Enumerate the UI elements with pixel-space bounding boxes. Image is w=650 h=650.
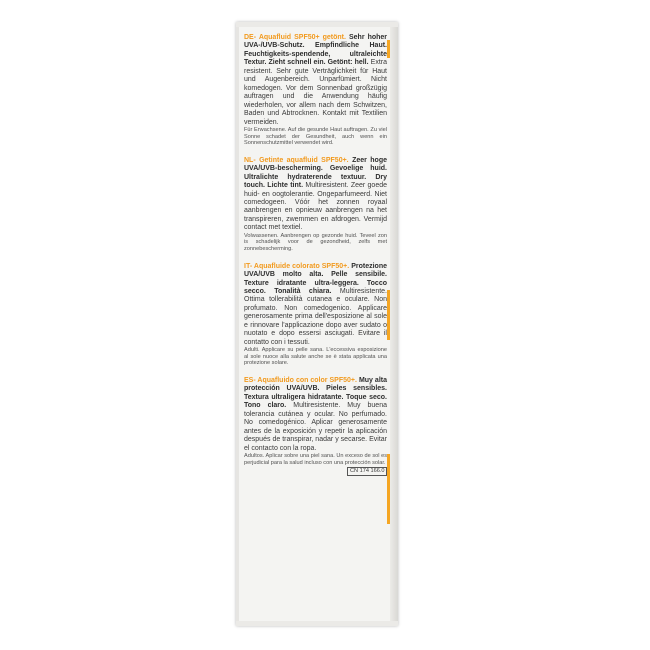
section-claims: Sehr hoher UVA-/UVB-Schutz. Empfindliche Haut. Feuchtigkeits-spendende, ultraleichte Textur. Zieht schnell ein. Getönt: hell.: [244, 34, 388, 67]
section-italian: [244, 263, 387, 367]
section-fine-print: Adulti. Applicare su pelle sana. L'eccessiva esposizione al sole nuoce alla salute anche se è stata applicata una protezione solare.: [244, 347, 387, 367]
section-body: Multiresistent. Zeer goede huid- en oogtolerantie. Ongeparfumeerd. Niet comedogeen. Vóór het zonnen royaal aanbrengen en opnieuw aanbrengen na het transpireren, zwemmen en afdrogen. Vermijd contact met textiel.: [244, 182, 387, 232]
orange-accent-stripe: [387, 454, 390, 524]
orange-accent-stripe: [387, 40, 390, 58]
section-claims: Muy alta protección UVA/UVB. Pieles sensibles. Textura ultraligera hidratante. Toque seco. Tono claro.: [244, 376, 387, 410]
carton-bottom-fold: [236, 621, 398, 626]
section-claims: Zeer hoge UVA/UVB-bescherming. Gevoelige huid. Ultralichte hydraterende textuur. Dry touch. Lichte tint.: [244, 156, 388, 190]
product-code-box: CN 174 166.0: [347, 467, 387, 476]
label-text-block: [244, 34, 387, 476]
section-body: Multiresistente. Muy buena tolerancia cutánea y ocular. No perfumado. No comedogénico. Aplicar generosamente antes de la exposición y repetir la aplicación después de transpirar, nadar y secarse. Evitar el contacto con la ropa.: [244, 402, 387, 452]
section-body: Multiresistente. Ottima tollerabilità cutanea e oculare. Non profumato. Non comedogenico. Applicare generosamente prima dell'esposizione al sole e rinnovare l'applicazione dopo aver sudato o nuotato e dopo essersi asciugati. Evitare il contatto con i tessuti.: [244, 287, 387, 346]
section-heading: ES- Aquafluido con color SPF50+.: [244, 376, 357, 384]
carton-left-edge: [236, 22, 239, 626]
section-heading: NL- Getinte aquafluid SPF50+.: [244, 156, 349, 164]
section-heading: DE- Aquafluid SPF50+ getönt.: [244, 34, 346, 41]
section-fine-print: Volwassenen. Aanbrengen op gezonde huid. Teveel zon is schadelijk voor de gezondheid, zelfs met zonnebescherming.: [244, 232, 387, 253]
section-fine-print: Adultos. Aplicar sobre una piel sana. Un exceso de sol es perjudicial para la salud incluso con una protección solar.: [244, 453, 387, 466]
section-claims: Protezione UVA/UVB molto alta. Pelle sensibile. Texture idratante ultra-leggera. Tocco secco. Tonalità chiara.: [244, 262, 388, 295]
section-body: Extra resistent. Sehr gute Verträglichkeit für Haut und Augenbereich. Unparfümiert. Nicht komedogen. Vor dem Sonnenbad großzügig auftragen und die Anwendung häufig wiederholen, vor allem nach dem Schwitzen, Baden und Abtrocknen. Kontakt mit Textilien vermeiden.: [244, 59, 387, 126]
carton-right-edge: [390, 22, 398, 626]
section-dutch: [244, 157, 387, 253]
sunscreen-carton-side-panel: [236, 22, 398, 626]
section-german: [244, 34, 387, 147]
section-fine-print: Für Erwachsene. Auf die gesunde Haut auftragen. Zu viel Sonne schadet der Gesundheit, auch wenn ein Sonnenschutzmittel verwendet wird.: [244, 126, 387, 147]
carton-top-fold: [236, 22, 398, 27]
orange-accent-stripe: [387, 290, 390, 340]
section-spanish: [244, 376, 387, 475]
section-heading: IT- Aquafluide colorato SPF50+.: [244, 262, 350, 270]
